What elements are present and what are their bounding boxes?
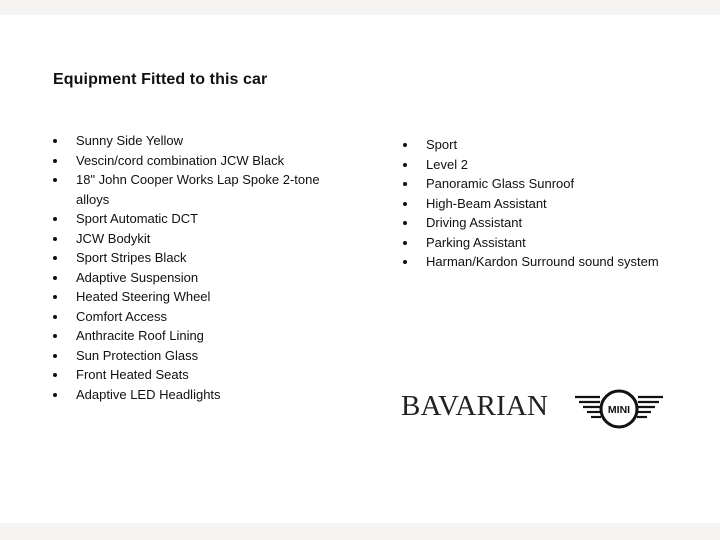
list-item: Adaptive LED Headlights — [53, 385, 343, 405]
list-item: Sport Stripes Black — [53, 248, 343, 268]
list-item: Adaptive Suspension — [53, 268, 343, 288]
list-item: Panoramic Glass Sunroof — [403, 174, 703, 194]
list-item: Harman/Kardon Surround sound system — [403, 252, 703, 272]
list-item: Sunny Side Yellow — [53, 131, 343, 151]
mini-winged-logo-icon — [573, 387, 665, 431]
list-item: High-Beam Assistant — [403, 194, 703, 214]
list-item: Heated Steering Wheel — [53, 287, 343, 307]
list-item: Vescin/cord combination JCW Black — [53, 151, 343, 171]
list-item: 18" John Cooper Works Lap Spoke 2-tone alloys — [53, 170, 343, 209]
equipment-list-left — [53, 131, 343, 404]
list-item: Sport — [403, 135, 703, 155]
list-item: Level 2 — [403, 155, 703, 175]
list-item: Anthracite Roof Lining — [53, 326, 343, 346]
dealer-logo-text: BAVARIAN — [401, 390, 549, 422]
list-item: Front Heated Seats — [53, 365, 343, 385]
equipment-list-right — [403, 135, 703, 272]
list-item: Driving Assistant — [403, 213, 703, 233]
list-item: Parking Assistant — [403, 233, 703, 253]
list-item: Comfort Access — [53, 307, 343, 327]
page-title: Equipment Fitted to this car — [53, 71, 268, 88]
list-item: Sport Automatic DCT — [53, 209, 343, 229]
dealer-logos — [401, 387, 665, 431]
mini-wordmark: MINI — [607, 404, 631, 416]
equipment-card — [0, 15, 720, 523]
list-item: Sun Protection Glass — [53, 346, 343, 366]
list-item: JCW Bodykit — [53, 229, 343, 249]
